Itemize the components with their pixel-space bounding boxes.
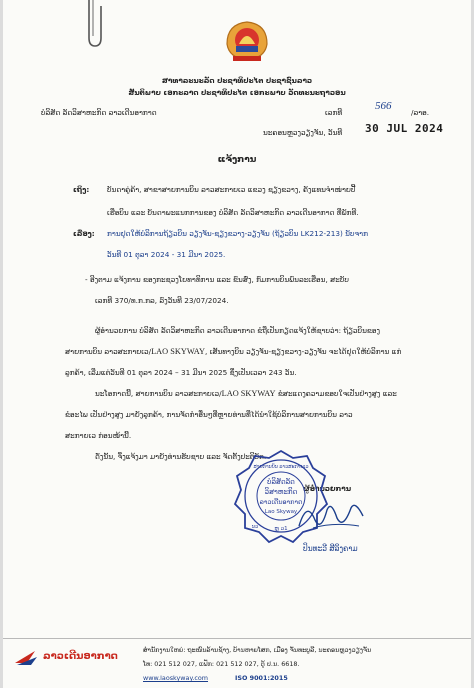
footer-address-line-1: ສຳນັກງານໃຫຍ່: ຖະໜົນລ້ານຊ້າງ, ບ້ານຫາຍໂສກ, ເມືອງ ຈັນທະບູລີ, ນະຄອນຫຼວງວຽງຈັນ — [143, 646, 372, 654]
country-name-line: ສາທາລະນະລັດ ປະຊາທິປະໄຕ ປະຊາຊົນລາວ — [161, 76, 313, 85]
body-paragraph-1-line-1: ຜູ້ອຳນວຍການ ບໍລິສັດ ລັດວິສາຫະກິດ ລາວເດີນອາກາດ ຂໍຖືເປັນກຽດແຈ້ງໃຫ້ຊາບວ່າ: ຖ້ຽວບິນຂອງ — [95, 326, 381, 335]
document-number-label: ເລກທີ — [325, 108, 343, 117]
national-motto-line: ສັນຕິພາບ ເອກະລາດ ປະຊາທິປະໄຕ ເອກະພາບ ວັດທະນະຖາວອນ — [128, 88, 346, 97]
svg-text:ນວ: ນວ — [251, 524, 259, 530]
place-date-prefix: ນະຄອນຫຼວງວຽງຈັນ, ວັນທີ — [263, 128, 343, 137]
document-page — [3, 0, 471, 688]
document-number-handwritten: 566 — [375, 100, 392, 112]
iso-certification: ISO 9001:2015 — [235, 674, 288, 682]
footer-divider — [3, 638, 471, 639]
recipient-label: ເຖິງ: — [73, 185, 90, 194]
subject-line-2: ວັນທີ 01 ຕຸລາ 2024 - 31 ມີນາ 2025. — [107, 250, 226, 259]
body-paragraph-2-line-1: ນະໂອກາດນີ້, ສາຍການບິນ ລາວສະກາຍເວ/LAO SKYWAY ຂໍສະແດງຄວາມຂອບໃຈເປັນຢ່າງສູງ ແລະ — [95, 389, 397, 398]
subject-label: ເລື່ອງ: — [73, 229, 95, 238]
lao-skyway-brand: LAO SKYWAY — [151, 347, 205, 356]
document-number-suffix: /ລາອ. — [411, 108, 430, 117]
reference-line-2: ເລກທີ 370/ທ.ກ.ກລ, ລົງວັນທີ 23/07/2024. — [95, 296, 229, 305]
svg-text:ຫຼ ວ1: ຫຼ ວ1 — [274, 526, 288, 532]
national-emblem-icon — [223, 18, 271, 64]
organization-name: ບໍລິສັດ ລັດວິສາຫະກິດ ລາວເດີນອາກາດ — [41, 108, 157, 117]
notice-title: ແຈ້ງການ — [217, 155, 257, 165]
signatory-title: ຜູ້ອຳນວຍການ — [303, 484, 352, 493]
subject-line-1: ການຢຸດໃຫ້ບໍລິການຖ້ຽວບິນ ວຽງຈັນ-ຊຽງຂວາງ-ວຽງຈັນ (ຖ້ຽວບິນ LK212-213) ນັບຈາກ — [107, 229, 368, 238]
footer-address-line-2: ໂທ: 021 512 027, ແຟັກ: 021 512 027, ຕູ້ ປ.ນ. 6618. — [143, 660, 300, 668]
recipient-line-1: ບັນດາຄູ່ຄ້າ, ສາຂາສາຍການບິນ ລາວສະກາຍເວ ແຂວງ ຊຽງຂວາງ, ຄັງແທນຈຳໜ່າຍປີ້ — [107, 185, 356, 194]
svg-text:ວິສາຫະກິດ: ວິສາຫະກິດ — [264, 488, 298, 496]
reference-line-1: - ອີງຕາມ ແຈ້ງການ ຂອງກະຊວງໂຍທາທິການ ແລະ ຂົນສົ່ງ, ກົມການບິນພົນລະເຮືອນ, ສະບັບ — [85, 275, 349, 284]
body-paragraph-2-line-3: ສະກາຍເວ ກ່ອນໜ້ານີ້. — [65, 431, 132, 440]
logo-wordmark: ລາວເດີນອາກາດ — [43, 651, 118, 662]
body-paragraph-2-line-2: ຂໍອະໄພ ເປັນຢ່າງສູງ ມາຍັງລູກຄ້າ, ການຈັດກຳອື່ນໆທີ່ຫຼາຍທ່ານທີ່ໄດ້ນຳໃຊ້ບໍລິການສາຍການບິນ ລາວ — [65, 410, 353, 419]
lao-skyway-brand: LAO SKYWAY — [221, 389, 276, 398]
body-paragraph-1-line-3: ລູກຄ້າ, ເລີ່ມແຕ່ວັນທີ 01 ຕຸລາ 2024 – 31 ມີນາ 2025 ຊຶ່ງເປັນເວລາ 243 ວັນ. — [65, 368, 297, 377]
svg-text:ສາຍການບິນ ລາວສະກາຍເວ: ສາຍການບິນ ລາວສະກາຍເວ — [253, 465, 309, 470]
signatory-name: ປິນທະວີ ສີລິງຄາມ — [303, 544, 358, 553]
date-stamp: 30 JUL 2024 — [365, 122, 444, 135]
recipient-line-2: ເຮືອບິນ ແລະ ບັນດາພະແນກການຂອງ ບໍລິສັດ ລັດວິສາຫະກິດ ລາວເດີນອາກາດ ທີ່ພັກທີ. — [107, 208, 359, 217]
paper-clip-icon — [81, 0, 111, 50]
closing-line: ດັ່ງນັ້ນ, ຈຶ່ງແຈ້ງມາ ມາຍັງທ່ານຮັບຊາບ ແລະ ຈັດຕັ້ງປະຕິບັດ. — [95, 452, 267, 461]
company-logo — [13, 645, 131, 671]
body-paragraph-1-line-2: ສາຍການບິນ ລາວສະກາຍເວ/LAO SKYWAY, ເສັ້ນທາງບິນ ວຽງຈັນ-ຊຽງຂວາງ-ວຽງຈັນ ຈະໄດ້ຢຸດໃຫ້ບໍລິການ ແກ່ — [65, 347, 402, 356]
handwritten-signature — [293, 496, 373, 536]
airline-wing-icon — [13, 649, 39, 667]
footer-website-link[interactable]: www.laoskyway.com — [143, 674, 209, 682]
svg-text:ລາວເດີນອາກາດ: ລາວເດີນອາກາດ — [259, 498, 303, 506]
svg-text:Lao Skyway: Lao Skyway — [264, 509, 298, 515]
svg-text:ບໍລິສັດລັດ: ບໍລິສັດລັດ — [267, 478, 295, 486]
